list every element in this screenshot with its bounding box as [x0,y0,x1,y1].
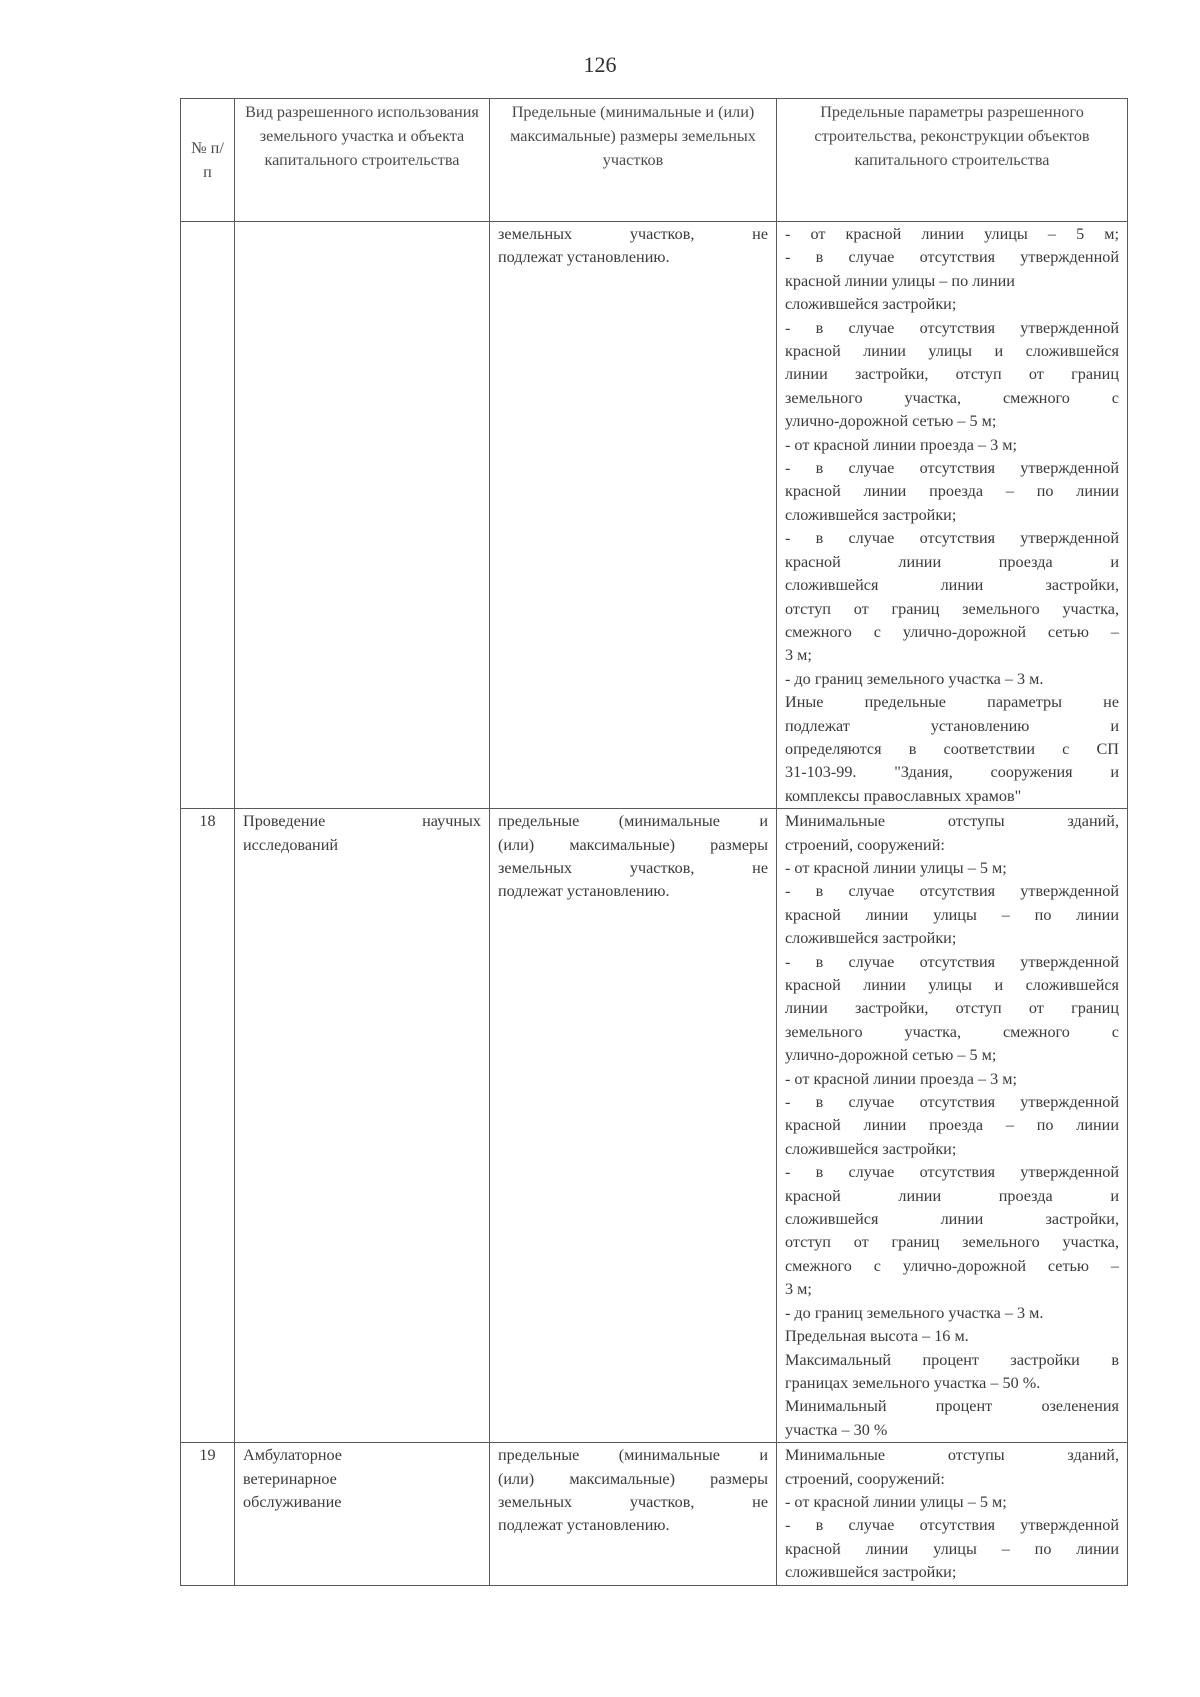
text-line: 3 м; [785,1280,812,1299]
text-line: комплексы православных храмов" [785,786,1022,805]
build-params-text [785,810,1119,1442]
text-line: красной линии проезда – по линии [785,1116,1119,1135]
text-line: Проведение научных [243,812,481,831]
text-line: - в случае отсутствия утвержденной [785,248,1119,267]
text-line: - до границ земельного участка – 3 м. [785,1303,1044,1322]
text-line: сложившейся застройки; [785,505,957,524]
row-number [181,222,235,809]
text-line: определяются в соответствии с СП [785,739,1119,758]
build-params-cell [777,1443,1128,1585]
text-line: красной линии улицы и сложившейся [785,342,1119,361]
text-line: 31-103-99. "Здания, сооружения и [785,763,1119,782]
text-line: красной линии улицы и сложившейся [785,976,1119,994]
row-number: 19 [181,1443,235,1585]
text-line: сложившейся застройки; [785,1139,957,1158]
text-line: предельные (минимальные и [498,812,768,831]
text-line: строений, сооружений: [785,1469,945,1488]
build-params-cell [777,222,1128,809]
text-line: - в случае отсутствия утвержденной [785,1093,1119,1112]
row-number: 18 [181,809,235,1443]
header-use-type [235,99,490,222]
text-line: - от красной линии проезда – 3 м; [785,435,1018,454]
text-line: сложившейся линии застройки, [785,1210,1119,1229]
text-line: подлежат установлению и [785,716,1119,735]
text-line: Предельная высота – 16 м. [785,1327,969,1346]
text-line: сложившейся застройки; [785,929,957,948]
page-number: 126 [583,52,617,77]
text-line: предельные (минимальные и [498,1446,768,1465]
use-type-cell [235,809,490,1443]
text-line: отступ от границ земельного участка, [785,599,1119,618]
text-line: отступ от границ земельного участка, [785,1233,1119,1252]
zoning-parameters-table [180,98,1128,1586]
build-params-cell [777,809,1128,1443]
text-line: Минимальные отступы зданий, [785,812,1119,831]
table-row [181,1443,1128,1585]
text-line: строений, сооружений: [785,835,945,854]
text-line: смежного с улично-дорожной сетью – [785,622,1119,641]
text-line: (или) максимальные) размеры [498,1469,768,1488]
text-line: подлежат установлению. [498,248,670,267]
text-line: границах земельного участка – 50 %. [785,1373,1041,1392]
text-line: - в случае отсутствия утвержденной [785,459,1119,478]
use-type-cell [235,1443,490,1585]
table-row [181,222,1128,809]
text-line: Минимальный процент озеленения [785,1397,1119,1416]
text-line: красной линии улицы – по линии [785,271,1015,290]
text-line: подлежат установлению. [498,882,670,901]
text-line: участка – 30 % [785,1420,888,1439]
text-line: линии застройки, отступ от границ [785,999,1119,1018]
text-line: красной линии проезда и [785,1186,1119,1205]
text-line: улично-дорожной сетью – 5 м; [785,1046,997,1065]
plot-sizes-cell [490,809,777,1443]
text-line: - в случае отсутствия утвержденной [785,882,1119,901]
plot-sizes-cell [490,222,777,809]
text-line: земельного участка, смежного с [785,388,1119,407]
header-number-text: № п/п [191,139,224,181]
text-line: - в случае отсутствия утвержденной [785,1516,1119,1535]
header-plot-sizes-text: Предельные (минимальные и (или) максимальные) размеры земельных участков [510,103,756,169]
text-line: Иные предельные параметры не [785,693,1119,712]
text-line: красной линии проезда и [785,552,1119,571]
text-line: земельных участков, не [498,1492,768,1511]
text-line: - в случае отсутствия утвержденной [785,529,1119,548]
table-row [181,809,1128,1443]
plot-sizes-text [498,1444,768,1538]
text-line: сложившейся застройки; [785,1563,957,1582]
text-line: - от красной линии улицы – 5 м; [785,1492,1007,1511]
plot-sizes-text [498,223,768,270]
text-line: Минимальные отступы зданий, [785,1446,1119,1465]
text-line: - до границ земельного участка – 3 м. [785,669,1044,688]
text-line: - в случае отсутствия утвержденной [785,952,1119,971]
text-line: земельного участка, смежного с [785,1022,1119,1041]
use-type-text [243,1444,481,1514]
text-line: подлежат установлению. [498,1516,670,1535]
text-line: - от красной линии улицы – 5 м; [785,858,1007,877]
text-line: - от красной линии улицы – 5 м; [785,225,1119,243]
text-line: ветеринарное [243,1469,337,1488]
text-line: - от красной линии проезда – 3 м; [785,1069,1018,1088]
header-plot-sizes [490,99,777,222]
text-line: красной линии улицы – по линии [785,905,1119,924]
header-number [181,99,235,222]
plot-sizes-cell [490,1443,777,1585]
use-type-cell [235,222,490,809]
text-line: (или) максимальные) размеры [498,835,768,854]
header-build-params-text: Предельные параметры разрешенного строительства, реконструкции объектов капитального строительства [814,103,1090,169]
text-line: Амбулаторное [243,1446,342,1465]
text-line: сложившейся линии застройки, [785,576,1119,595]
text-line: Максимальный процент застройки в [785,1350,1119,1369]
text-line: земельных участков, не [498,858,768,877]
text-line: - в случае отсутствия утвержденной [785,1163,1119,1182]
text-line: смежного с улично-дорожной сетью – [785,1256,1119,1275]
use-type-text [243,810,481,857]
text-line: 3 м; [785,646,812,665]
text-line: сложившейся застройки; [785,295,957,314]
text-line: линии застройки, отступ от границ [785,365,1119,384]
build-params-text [785,223,1119,808]
text-line: красной линии проезда – по линии [785,482,1119,501]
text-line: земельных участков, не [498,225,768,243]
build-params-text [785,1444,1119,1584]
text-line: обслуживание [243,1492,342,1511]
header-use-type-text: Вид разрешенного использования земельного участка и объекта капитального строительства [245,103,479,169]
text-line: красной линии улицы – по линии [785,1539,1119,1558]
text-line: исследований [243,835,339,854]
table-body [181,222,1128,1586]
table-header [181,99,1128,222]
text-line: - в случае отсутствия утвержденной [785,318,1119,337]
text-line: улично-дорожной сетью – 5 м; [785,412,997,431]
header-build-params [777,99,1128,222]
plot-sizes-text [498,810,768,904]
